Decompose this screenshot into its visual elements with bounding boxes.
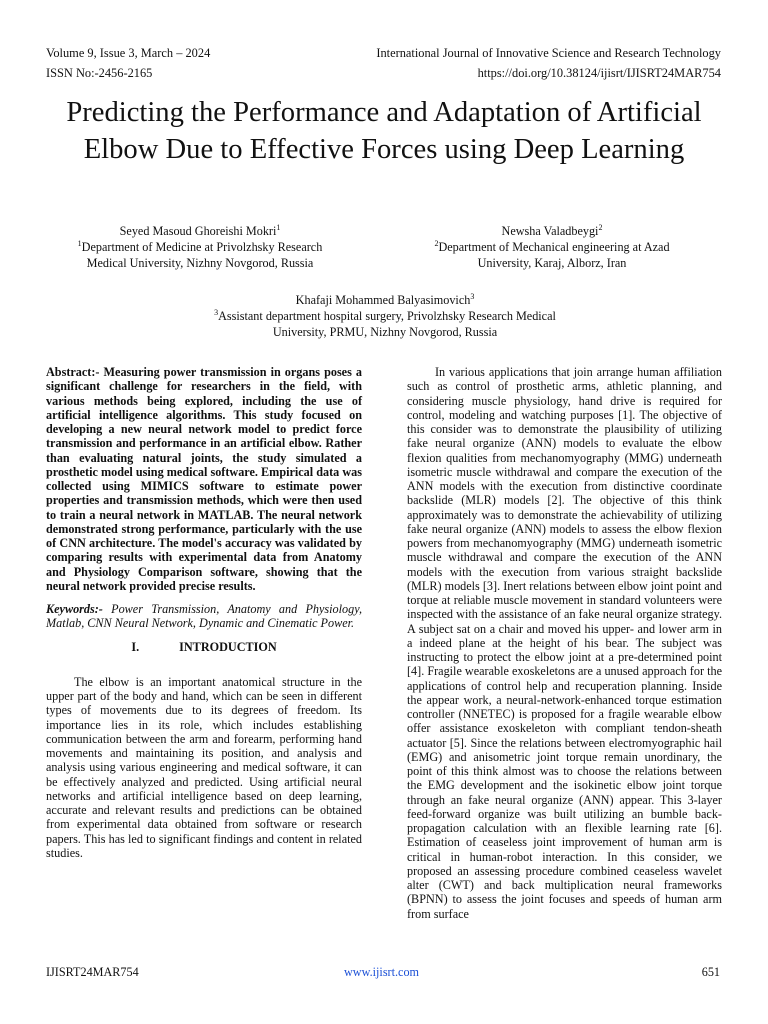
author-name: Seyed Masoud Ghoreishi Mokri$^1$ [119,222,281,238]
author-affiliation: $^3$Assistant department hospital surgery, Privolzhsky Research Medical [214,307,556,323]
footer-paper-id: IJISRT24MAR754 [46,965,139,979]
author-affiliation: $^1$Department of Medicine at Privolzhsky Research [77,238,323,254]
doi-link[interactable]: https://doi.org/10.38124/ijisrt/IJISRT24MAR754 [477,66,721,80]
right-column [407,365,722,921]
keywords: Keywords:- Power Transmission, Anatomy and Physiology, Matlab, CNN Neural Network, Dynamic and Cinematic Power. [46,602,362,631]
author-name: Newsha Valadbeygi$^2$ [501,222,603,238]
volume-info: Volume 9, Issue 3, March – 2024 [46,46,211,60]
author-name: Khafaji Mohammed Balyasimovich$^3$ [295,291,475,307]
author-affiliation-line2: Medical University, Nizhny Novgorod, Russia [86,256,314,270]
author-affiliation-line2: University, PRMU, Nizhny Novgorod, Russia [272,325,498,339]
author-block-2 [392,223,712,271]
author-block-3 [140,292,630,340]
intro-paragraph: The elbow is an important anatomical structure in the upper part of the body and hand, which can be seen in different types of movements due to its degrees of freedom. Its importance lies in its role, which includes establishing communication between the arm and forearm, performing hand movements and maintaining its position, and analysis and analysis using various engineering and medical software, it can be effectively analyzed and predicted. Using artificial neural networks and artificial intelligence based on deep learning, accurate and relevant results and predictions can be obtained from experimental data obtained from software or research papers. This has led to significant findings and content in related studies. [46,674,362,860]
journal-name: International Journal of Innovative Science and Research Technology [376,46,721,60]
page-number: 651 [701,965,720,979]
body-paragraph: In various applications that join arrange human affiliation such as control of prosthetic arms, athletic planning, and considering muscle physiology, hand drive is required for control, modeling and watching purposes [1]. The objective of this consider was to demonstrate the plausibility of utilizing fake neural organize (ANN) models to evaluate the elbow flexion qualities from mechanomyography (MMG) underneath isometric muscle withdrawal and compare the execution of the ANN models with the execution from distinctive coordinate backslide (MLR) models [2]. The objective of this think approximately was to demonstrate the achievability of utilizing fake neural organize (ANN) models to assess the elbow flexion powers from mechanomyography (MMG) underneath isometric muscle withdrawal and compare the execution of the ANN models with the execution from various straight backslide (MLR) models [3]. Inert relations between elbow joint point and torque at reliable muscle movement in standard volunteers were inspected with the assistance of an fake neural organize strategy. A subject sat on a chair and moved his upper- and lower arm in a indeed plane at the height of his bear. The subject was instructing to protect the elbow joint at a pre-determined point [4]. Fragile wearable exoskeletons are a unused approach for the applications of control help and recuperation planning. Inside the appear work, a neural-network-enhanced torque estimation controller (NNETEC) is proposed for a fragile wearable elbow offer assistance exoskeleton with compliant tendon-sheath actuator [5]. Since the relations between electromyographic hail (EMG) and anisometric joint torque remain unordinary, the point of this think almost was to choose the relations between the EMG development and the isokinetic elbow joint torque through an fake neural organize (ANN) appear. This 3-layer feed-forward organize was built utilizing an bumble back-propagation calculation with an flexible learning rate [6]. Estimation of ceaseless joint improvement of human arm is critical in human-robot interaction. In this consider, we proposed an assessing procedure combined ceaseless wavelet alter (CWT) and back multiplication neural frameworks (BPNN) to assess the joint focuses and speeds of human arm from surface [407,365,722,921]
issn: ISSN No:-2456-2165 [46,66,153,80]
section-heading: I. INTRODUCTION [131,639,277,654]
author-block-1 [40,223,360,271]
author-affiliation-line2: University, Karaj, Alborz, Iran [477,256,627,270]
left-column [46,365,362,860]
paper-title: Predicting the Performance and Adaptation of Artificial Elbow Due to Effective Forces using Deep Learning [66,97,702,165]
footer-website-link[interactable]: www.ijisrt.com [344,965,420,979]
author-affiliation: $^2$Department of Mechanical engineering at Azad [434,238,670,254]
abstract: Abstract:- Measuring power transmission in organs poses a significant challenge for researchers in the field, with various methods being explored, including the use of artificial intelligence algorithms. This study focused on developing a new neural network model to predict force transmission and performance in an artificial elbow. Rather than evaluating natural joints, the study simulated a prosthetic model using medical software. Empirical data was collected using MIMICS software to estimate power properties and transmission methods, which were then used to train a neural network in MATLAB. The neural network demonstrated strong performance, particularly with the use of CNN architecture. The model's accuracy was validated by comparing results with experimental data from Anatomy and Physiology Comparison software, showing that the neural network provided precise results. [46,365,362,593]
